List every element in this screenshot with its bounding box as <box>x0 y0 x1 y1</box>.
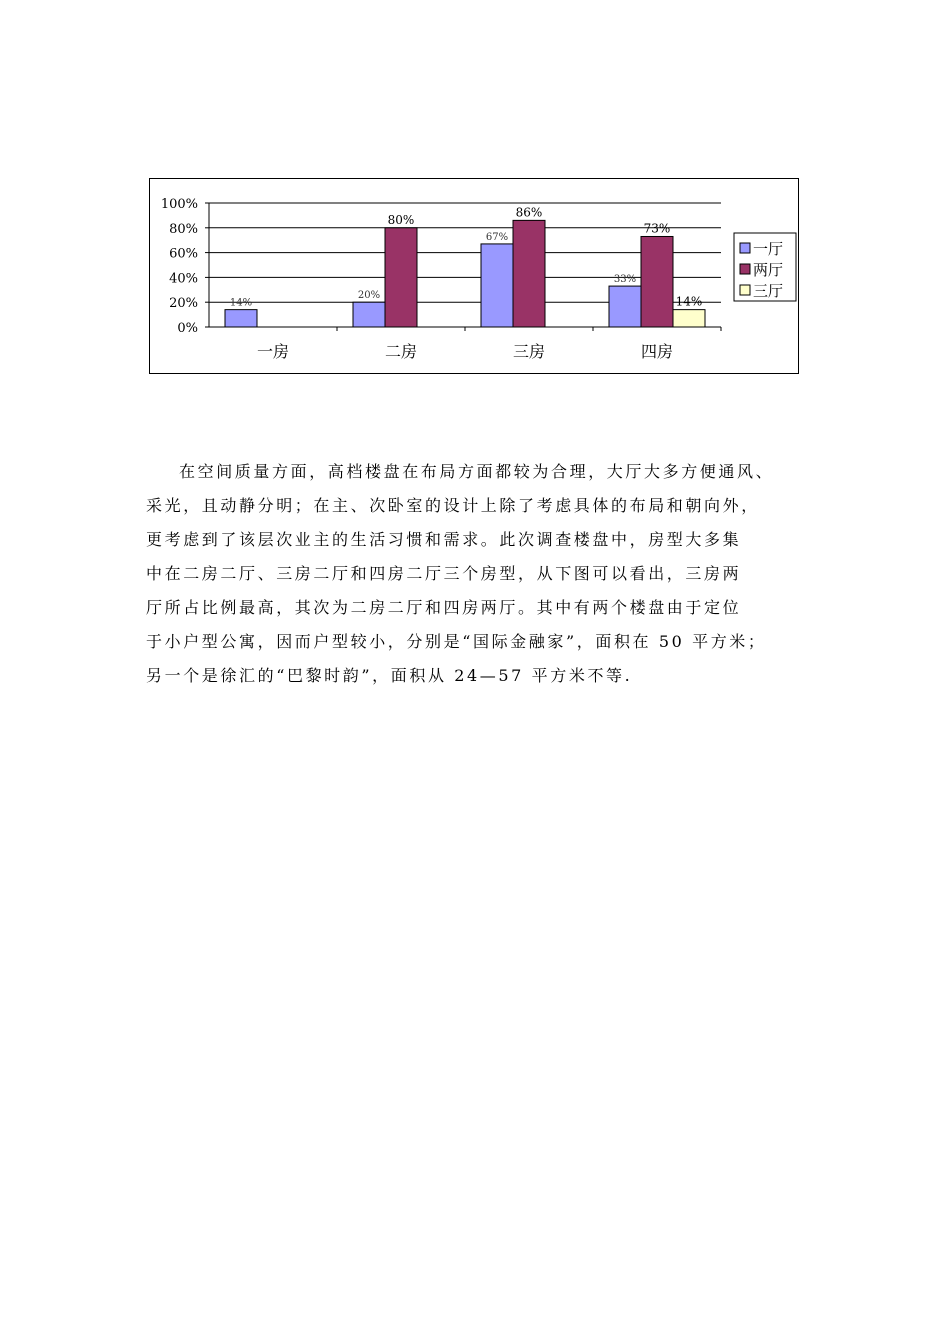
paragraph-line: 在空间质量方面，高档楼盘在布局方面都较为合理，大厅大多方便通风、 <box>179 462 775 481</box>
bar-chart <box>150 179 798 373</box>
bar <box>641 236 673 327</box>
paragraph-line: 另一个是徐汇的“巴黎时韵”，面积从 24—57 平方米不等. <box>146 666 633 685</box>
bar <box>481 244 513 327</box>
data-label: 67% <box>485 231 509 243</box>
paragraph-line: 厅所占比例最高，其次为二房二厅和四房两厅。其中有两个楼盘由于定位 <box>146 598 742 617</box>
data-label: 33% <box>613 274 637 286</box>
x-tick-label: 一房 <box>256 342 290 361</box>
x-tick-label: 三房 <box>512 342 546 361</box>
legend-entry: 一厅 <box>753 240 784 258</box>
data-label: 86% <box>515 205 543 220</box>
bar <box>385 228 417 327</box>
x-tick-label: 二房 <box>384 342 418 361</box>
paragraph-line: 中在二房二厅、三房二厅和四房二厅三个房型，从下图可以看出，三房两 <box>146 564 742 583</box>
y-tick-label: 40% <box>169 271 198 287</box>
y-tick-label: 20% <box>169 296 198 312</box>
legend-swatch <box>740 243 750 253</box>
bar <box>673 310 705 327</box>
body-paragraph <box>146 455 826 693</box>
y-tick-label: 0% <box>177 321 198 336</box>
legend-swatch <box>740 285 750 295</box>
y-tick-label: 60% <box>169 246 198 262</box>
chart-frame <box>149 178 799 374</box>
data-label: 73% <box>643 221 671 236</box>
bar <box>609 286 641 327</box>
data-label: 80% <box>387 212 415 227</box>
paragraph-line: 于小户型公寓，因而户型较小，分别是“国际金融家”，面积在 50 平方米； <box>146 632 767 651</box>
legend-entry: 三厅 <box>753 282 784 300</box>
y-tick-label: 100% <box>160 197 198 212</box>
y-tick-label: 80% <box>169 221 198 237</box>
legend-entry: 两厅 <box>753 261 784 279</box>
x-tick-label: 四房 <box>640 342 674 361</box>
legend-swatch <box>740 264 750 274</box>
paragraph-line: 更考虑到了该层次业主的生活习惯和需求。此次调查楼盘中，房型大多集 <box>146 530 742 549</box>
paragraph-line: 采光，且动静分明；在主、次卧室的设计上除了考虑具体的布局和朝向外， <box>146 496 760 515</box>
bar <box>353 302 385 327</box>
bar <box>513 220 545 327</box>
data-label: 20% <box>357 290 381 302</box>
data-label: 14% <box>229 297 253 309</box>
data-label: 14% <box>675 294 703 309</box>
bar <box>225 310 257 327</box>
